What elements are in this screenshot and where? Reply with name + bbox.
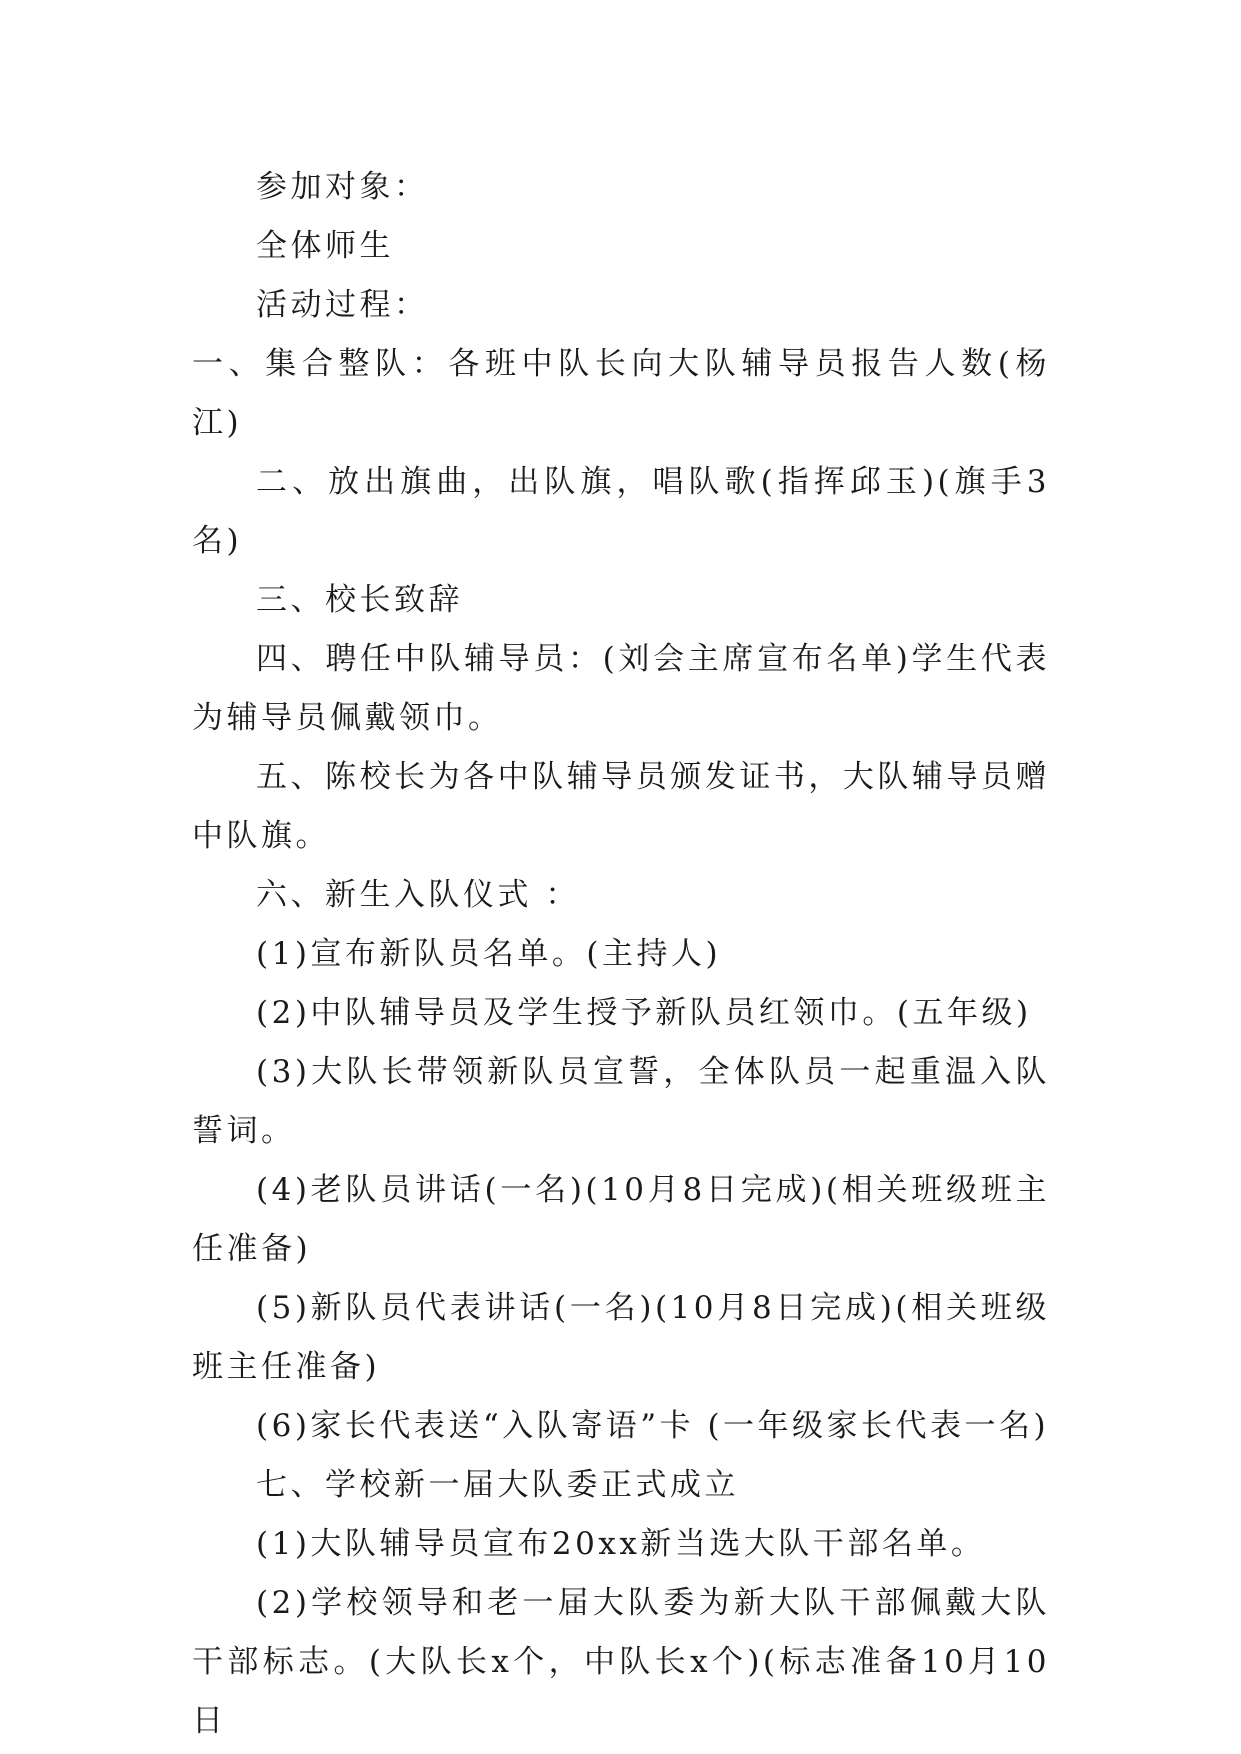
paragraph-step-4: 四、聘任中队辅导员：(刘会主席宣布名单)学生代表为辅导员佩戴领巾。 xyxy=(192,641,1050,736)
paragraph-step-7-item-1: (1)大队辅导员宣布20xx新当选大队干部名单。 xyxy=(256,1526,986,1562)
paragraph-participants-heading: 参加对象： xyxy=(256,169,429,205)
paragraph-step-6: 六、新生入队仪式 ： xyxy=(256,877,580,913)
paragraph-step-5: 五、陈校长为各中队辅导员颁发证书，大队辅导员赠中队旗。 xyxy=(192,759,1050,854)
document-body xyxy=(192,158,1050,1751)
paragraph-step-7: 七、学校新一届大队委正式成立 xyxy=(256,1467,739,1503)
paragraph-step-6-item-2: (2)中队辅导员及学生授予新队员红领巾。(五年级) xyxy=(256,995,1032,1031)
paragraph-step-6-item-4: (4)老队员讲话(一名)(10月8日完成)(相关班级班主任准备) xyxy=(192,1172,1050,1267)
paragraph-participants: 全体师生 xyxy=(256,228,394,264)
paragraph-step-7-item-2: (2)学校领导和老一届大队委为新大队干部佩戴大队干部标志。(大队长x个，中队长x个)(标志准备10月10日 xyxy=(192,1585,1050,1739)
paragraph-process-heading: 活动过程： xyxy=(256,287,429,323)
paragraph-step-3: 三、校长致辞 xyxy=(256,582,463,618)
paragraph-step-1: 一、集合整队：各班中队长向大队辅导员报告人数(杨江) xyxy=(192,346,1050,441)
paragraph-step-6-item-3: (3)大队长带领新队员宣誓，全体队员一起重温入队誓词。 xyxy=(192,1054,1050,1149)
paragraph-step-6-item-5: (5)新队员代表讲话(一名)(10月8日完成)(相关班级班主任准备) xyxy=(192,1290,1050,1385)
paragraph-step-6-item-1: (1)宣布新队员名单。(主持人) xyxy=(256,936,722,972)
paragraph-step-2: 二、放出旗曲，出队旗，唱队歌(指挥邱玉)(旗手3名) xyxy=(192,464,1050,559)
paragraph-step-6-item-6: (6)家长代表送“入队寄语”卡 (一年级家长代表一名) xyxy=(256,1408,1050,1444)
